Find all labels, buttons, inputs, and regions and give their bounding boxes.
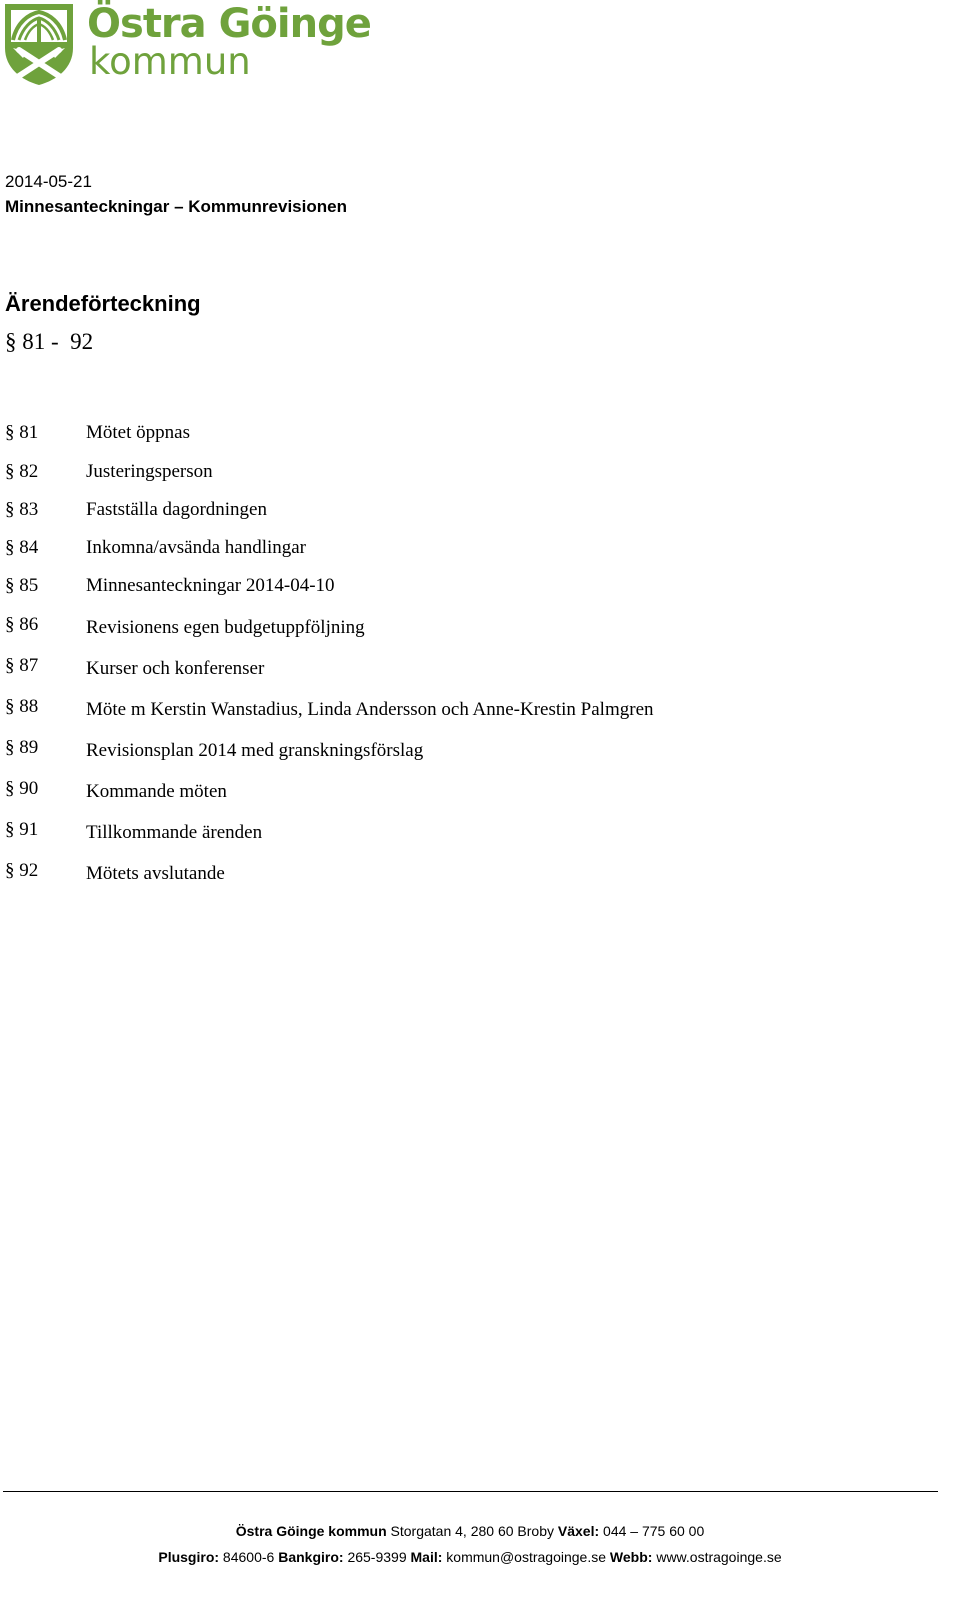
agenda-item-text: Fastställa dagordningen — [86, 499, 267, 520]
footer-web-link[interactable]: www.ostragoinge.se — [656, 1549, 782, 1565]
logo-text-secondary: kommun — [89, 40, 251, 83]
footer-plusgiro-label: Plusgiro: — [158, 1549, 220, 1565]
agenda-item-text: Revisionsplan 2014 med granskningsförslag — [86, 740, 424, 761]
agenda-item-number: § 91 — [5, 819, 39, 840]
agenda-item-number: § 81 — [5, 422, 39, 443]
footer-bankgiro: 265-9399 — [347, 1549, 407, 1565]
footer-web-label: Webb: — [609, 1549, 653, 1565]
agenda-item-text: Tillkommande ärenden — [86, 822, 263, 843]
footer-phone-label: Växel: — [557, 1523, 600, 1539]
document-date: 2014-05-21 — [5, 172, 92, 191]
footer-contact-line — [0, 1522, 940, 1540]
agenda-item-number: § 86 — [5, 614, 39, 635]
agenda-item-number: § 82 — [5, 461, 39, 482]
agenda-item-text: Justeringsperson — [86, 461, 213, 482]
footer-address: Storgatan 4, 280 60 Broby — [390, 1523, 554, 1539]
footer-plusgiro: 84600-6 — [222, 1549, 275, 1565]
agenda-item-text: Kommande möten — [86, 781, 227, 802]
document-title: Minnesanteckningar – Kommunrevisionen — [5, 197, 347, 216]
footer-phone: 044 – 775 60 00 — [603, 1523, 705, 1539]
agenda-item-text: Mötets avslutande — [86, 863, 225, 884]
agenda-item-number: § 89 — [5, 737, 39, 758]
agenda-item-number: § 92 — [5, 860, 39, 881]
index-range: § 81 - 92 — [5, 329, 94, 354]
municipality-logo — [3, 1, 371, 86]
footer-org-label: Östra Göinge kommun — [235, 1523, 387, 1539]
agenda-item-text: Mötet öppnas — [86, 422, 190, 443]
agenda-item-number: § 88 — [5, 696, 39, 717]
agenda-item-text: Minnesanteckningar 2014-04-10 — [86, 575, 335, 596]
agenda-item-text: Möte m Kerstin Wanstadius, Linda Andersson och Anne-Krestin Palmgren — [86, 699, 654, 720]
agenda-item-text: Kurser och konferenser — [86, 658, 265, 679]
agenda-item-number: § 85 — [5, 575, 39, 596]
coat-of-arms-icon — [3, 2, 75, 86]
agenda-item-number: § 90 — [5, 778, 39, 799]
footer-bankgiro-label: Bankgiro: — [278, 1549, 344, 1565]
footer-divider — [3, 1491, 938, 1492]
index-heading: Ärendeförteckning — [5, 291, 201, 316]
agenda-item-number: § 87 — [5, 655, 39, 676]
agenda-item-number: § 84 — [5, 537, 39, 558]
agenda-item-text: Revisionens egen budgetuppföljning — [86, 617, 365, 638]
agenda-item-text: Inkomna/avsända handlingar — [86, 537, 307, 558]
logo-text-primary: Östra Göinge — [87, 1, 371, 47]
footer-payment-line — [0, 1548, 940, 1566]
footer-mail-label: Mail: — [410, 1549, 443, 1565]
footer-mail-link[interactable]: kommun@ostragoinge.se — [446, 1549, 607, 1565]
agenda-item-number: § 83 — [5, 499, 39, 520]
